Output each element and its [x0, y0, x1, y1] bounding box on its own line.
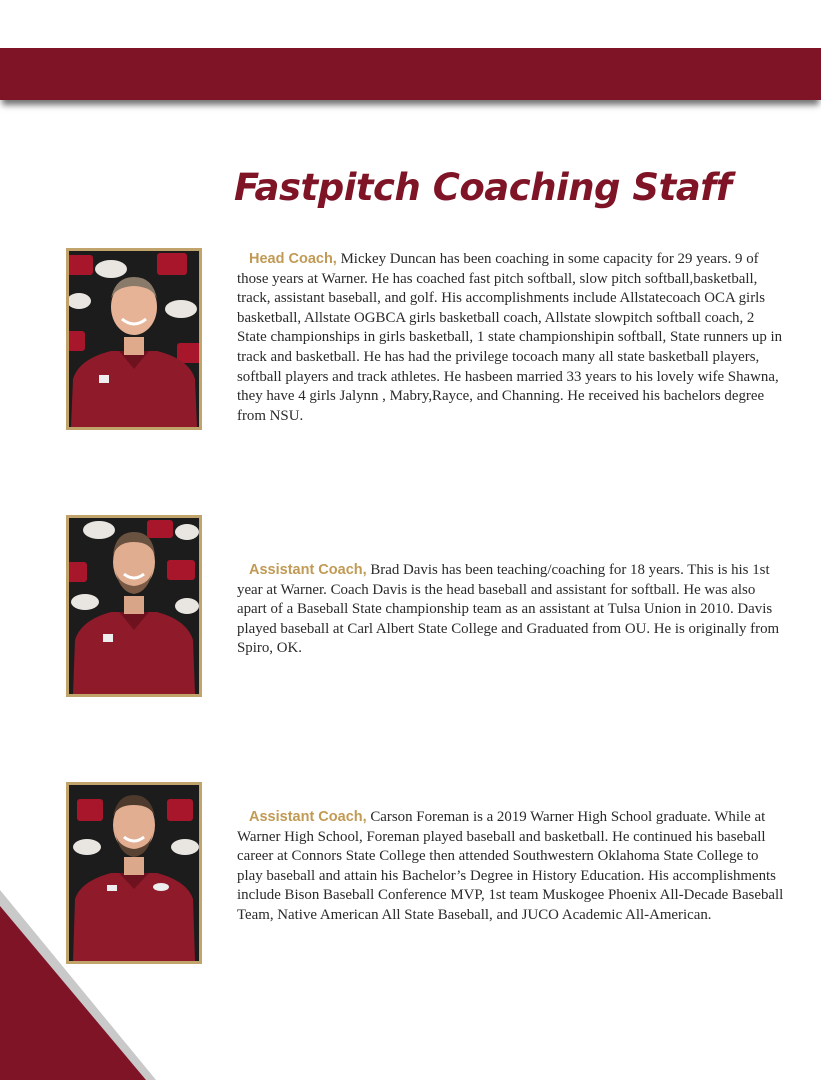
assistant-coach-davis-photo [66, 515, 202, 697]
assistant-coach-davis-bio-text: Brad Davis has been teaching/coaching for 18 years. This is his 1st year at Warner. Coach Davis is the head baseball and assistant for softball. He was also apart of a Baseball State championship team as an assistant at Tulsa Union in 2010. Davis played baseball at Carl Albert State College and Graduated from OU. He is originally from Spiro, OK. [237, 562, 780, 657]
assistant-coach-davis-bio [237, 561, 787, 659]
assistant-coach-davis-role: Assistant Coach, [249, 562, 367, 578]
page-title: Fastpitch Coaching Staff [234, 166, 732, 209]
assistant-coach-foreman-role: Assistant Coach, [249, 809, 367, 825]
head-coach-role: Head Coach, [249, 251, 337, 267]
header-band [0, 48, 821, 100]
head-coach-photo [66, 248, 202, 430]
assistant-coach-foreman-bio-text: Carson Foreman is a 2019 Warner High School graduate. While at Warner High School, Foreman played baseball and basketball. He continued his baseball career at Connors State College then attended Southwestern Oklahoma State College to play baseball and attain his Bachelor’s Degree in History Education. His accomplishments include Bison Baseball Conference MVP, 1st team Muskogee Phoenix All-Decade Baseball Team, Native American All State Baseball, and JUCO Academic All-American. [237, 809, 784, 923]
corner-ribbon [0, 890, 160, 1080]
assistant-coach-foreman-bio [237, 808, 787, 926]
head-coach-bio [237, 250, 787, 426]
head-coach-bio-text: Mickey Duncan has been coaching in some capacity for 29 years. 9 of those years at Warner. He has coached fast pitch softball, slow pitch softball,basketball, track, assistant baseball, and golf. His accomplishments include Allstatecoach OCA girls basketball, Allstate OGBCA girls basketball coach, Allstate slowpitch softball coach, 2 State championships in girls basketball, 1 state championshipin softball, State runners up in track and basketball. He has had the privilege tocoach many all state basketball players, softball players and track athletes. He hasbeen married 33 years to his lovely wife Shawna, they have 4 girls Jalynn , Mabry,Rayce, and Channing. He received his bachelors degree from NSU. [237, 251, 783, 424]
